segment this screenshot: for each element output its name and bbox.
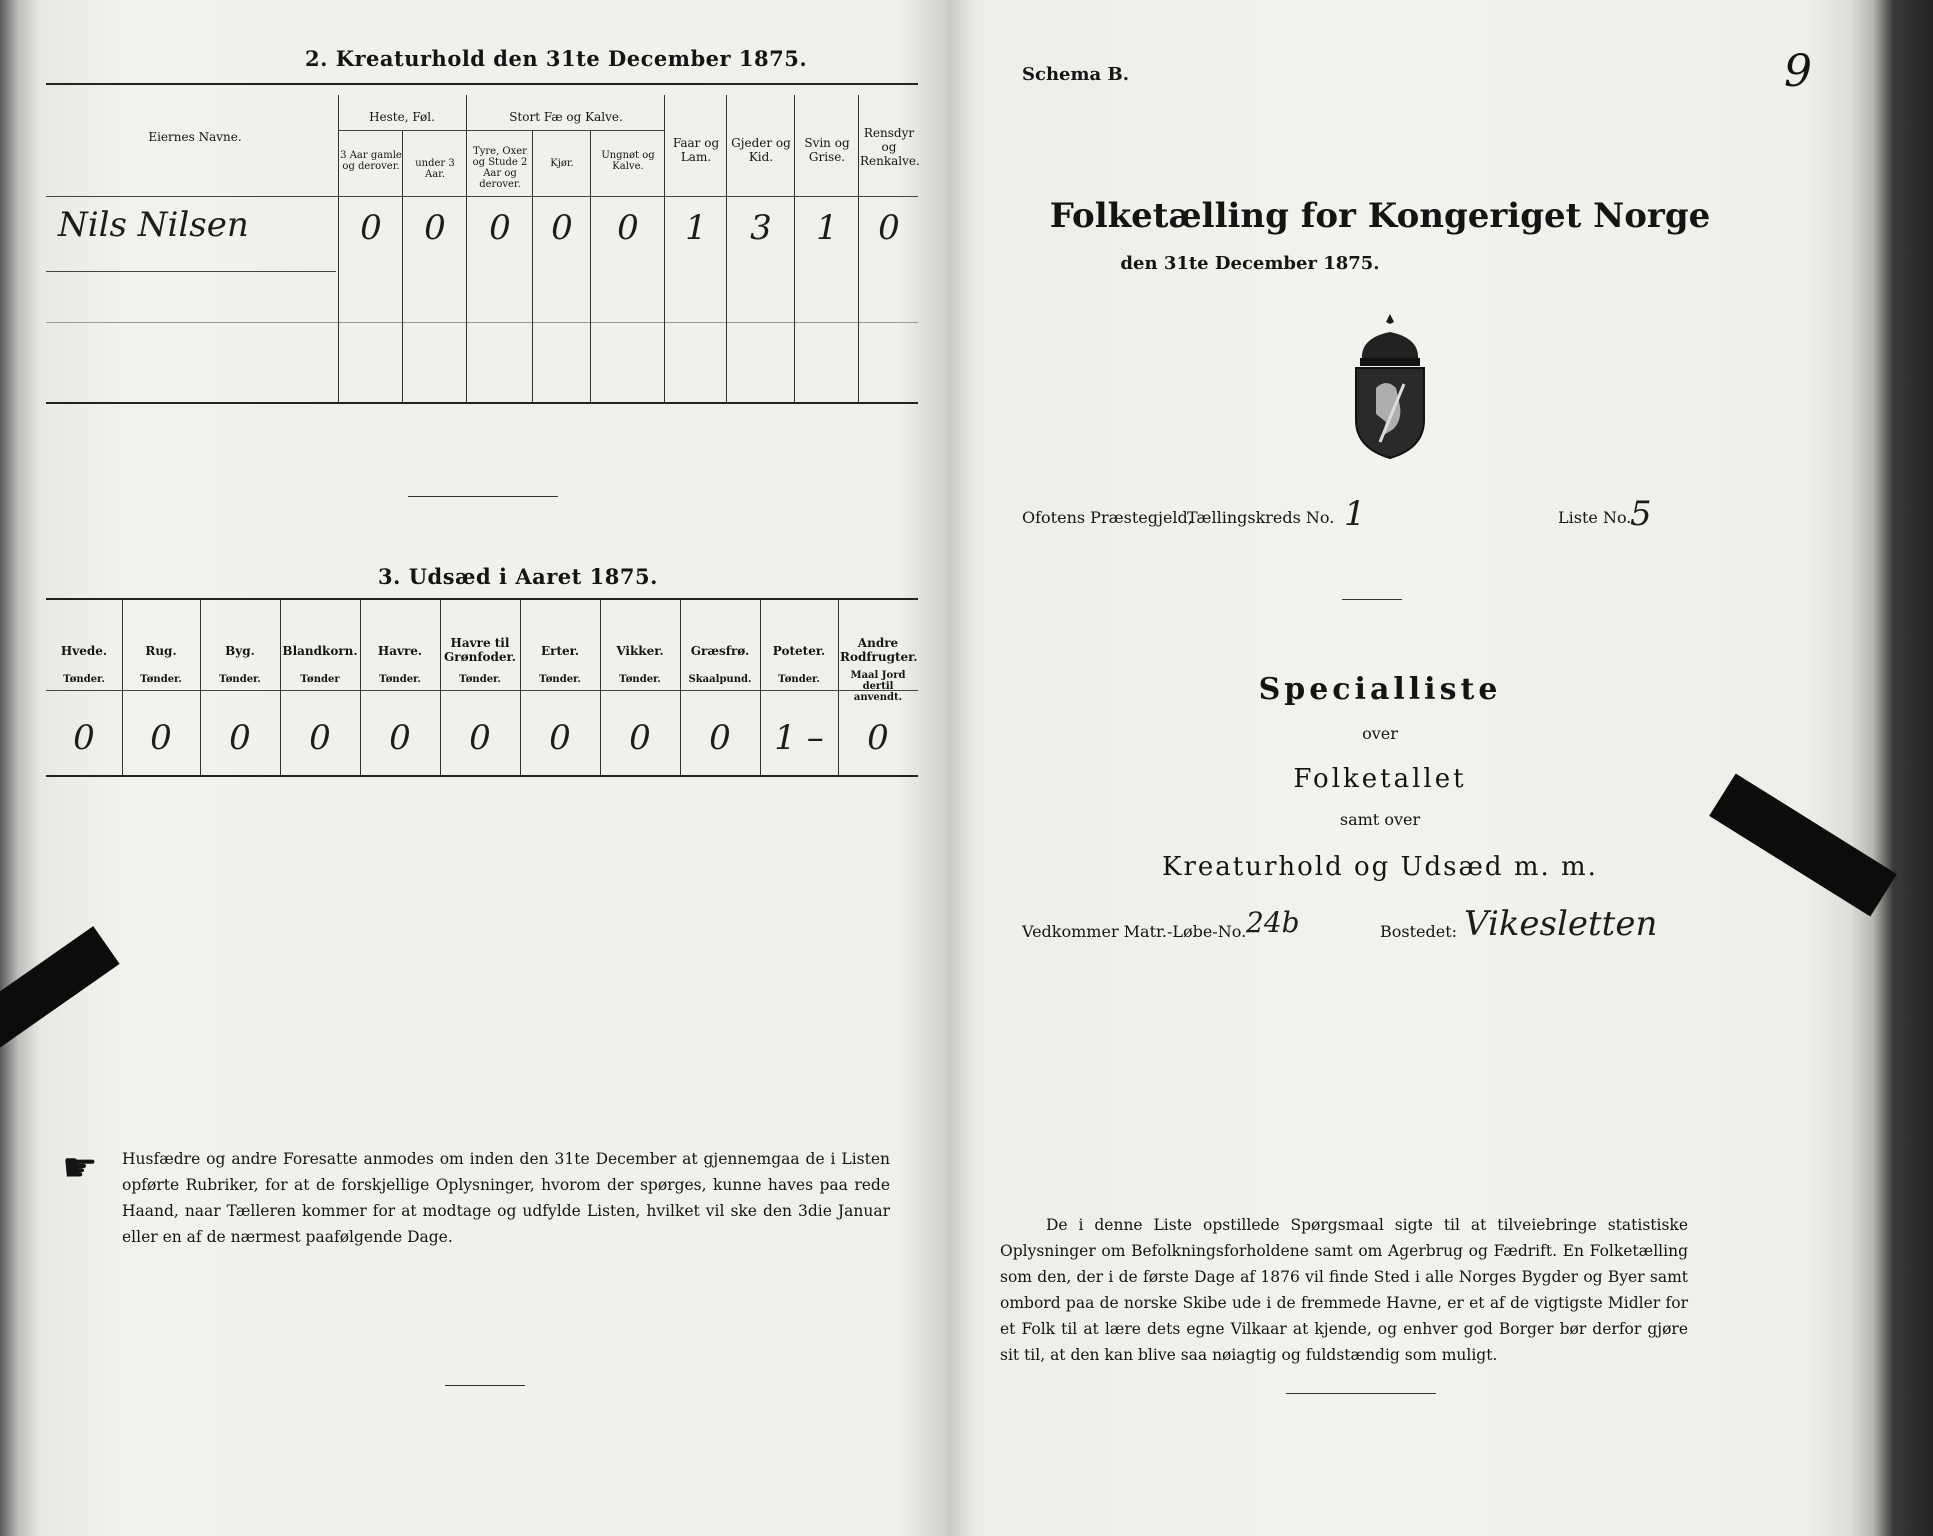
value-sheep: 1 <box>685 208 707 248</box>
value-cattle-bulls: 0 <box>489 208 511 248</box>
parish-label: Ofotens Præstegjeld, <box>1022 508 1193 527</box>
seed-col-unit: Tønder. <box>619 674 661 685</box>
section3-title: 3. Udsæd i Aaret 1875. <box>378 564 658 589</box>
header-cattle-bulls: Tyre, Oxer og Stude 2 Aar og derover. <box>472 146 528 190</box>
district-label: Tællingskreds No. <box>1187 508 1335 527</box>
list-label: Liste No. <box>1558 508 1632 527</box>
seed-value: 0 <box>73 718 95 758</box>
title-date: den 31te December 1875. <box>1120 253 1380 274</box>
seed-col-name: Poteter. <box>772 644 826 658</box>
kreaturhold-text: Kreaturhold og Udsæd m. m. <box>1162 852 1598 882</box>
folketallet-text: Folketallet <box>1293 764 1467 794</box>
header-goats: Gjeder og Kid. <box>731 136 791 164</box>
header-horses: Heste, Føl. <box>369 110 435 124</box>
seed-col-unit: Tønder. <box>63 674 105 685</box>
value-goats: 3 <box>750 208 772 248</box>
matr-value: 24b <box>1246 906 1300 939</box>
seed-col-unit: Tønder. <box>459 674 501 685</box>
book-edge <box>1853 0 1933 1536</box>
header-owner: Eiernes Navne. <box>148 130 242 144</box>
table2-bottom-rule <box>46 402 918 404</box>
district-value: 1 <box>1344 494 1366 534</box>
seed-col-name: Erter. <box>540 644 580 658</box>
header-horses-over3: 3 Aar gamle og derover. <box>340 150 402 172</box>
seed-value: 0 <box>229 718 251 758</box>
seed-value: 0 <box>309 718 331 758</box>
bosted-label: Bostedet: <box>1380 922 1458 941</box>
seed-col-unit: Skaalpund. <box>688 674 752 685</box>
value-cattle-cows: 0 <box>551 208 573 248</box>
coat-of-arms-icon <box>1340 310 1440 460</box>
header-horses-under3: under 3 Aar. <box>415 158 455 180</box>
pointing-hand-icon: ☛ <box>62 1145 98 1191</box>
header-cattle-young: Ungnøt og Kalve. <box>601 150 655 172</box>
seed-value: 0 <box>629 718 651 758</box>
special-heading: Specialliste <box>1258 672 1502 707</box>
seed-col-name: Vikker. <box>616 644 664 658</box>
schema-label: Schema B. <box>1022 64 1129 85</box>
seed-col-name: Hvede. <box>60 644 108 658</box>
seed-value: 0 <box>867 718 889 758</box>
seed-col-name: Havre til Grønfoder. <box>444 636 516 664</box>
section2-title: 2. Kreaturhold den 31te December 1875. <box>305 46 808 71</box>
seed-col-unit: Tønder. <box>219 674 261 685</box>
value-horses-under3: 0 <box>424 208 446 248</box>
seed-value: 0 <box>709 718 731 758</box>
value-reindeer: 0 <box>878 208 900 248</box>
table2-header-rule <box>46 196 918 197</box>
seed-col-name: Havre. <box>377 644 423 658</box>
page-number: 9 <box>1784 46 1812 97</box>
header-sheep: Faar og Lam. <box>672 136 720 164</box>
seed-col-unit: Tønder. <box>140 674 182 685</box>
table2-top-rule <box>46 83 918 85</box>
main-title: Folketælling for Kongeriget Norge <box>1049 196 1711 236</box>
notice-text: Husfædre og andre Foresatte anmodes om inden den 31te December at gjennemgaa de i Listen opførte Rubriker, for at de forskjellige Oplysninger, hvorom der spørges, kunne haves paa rede Haand, naar Tælleren kommer for at modtage og udfylde Listen, hvilket vil ske den 3die Januar eller en af de nærmest paafølgende Dage. <box>122 1150 890 1246</box>
value-cattle-young: 0 <box>617 208 639 248</box>
seed-value: 0 <box>389 718 411 758</box>
list-value: 5 <box>1630 494 1652 534</box>
seed-value: 0 <box>549 718 571 758</box>
value-horses-over3: 0 <box>360 208 382 248</box>
seed-value: 0 <box>469 718 491 758</box>
over-text: over <box>1362 724 1398 743</box>
value-pigs: 1 <box>816 208 838 248</box>
header-reindeer: Rensdyr og Renkalve. <box>860 126 920 168</box>
seed-col-unit: Tønder. <box>778 674 820 685</box>
seed-col-unit: Maal Jord dertil anvendt. <box>850 670 906 703</box>
matr-label: Vedkommer Matr.-Løbe-No. <box>1022 922 1247 941</box>
samt-over-text: samt over <box>1339 810 1421 829</box>
seed-col-unit: Tønder. <box>539 674 581 685</box>
header-pigs: Svin og Grise. <box>804 136 850 164</box>
bosted-value: Vikesletten <box>1464 904 1658 944</box>
seed-col-name: Byg. <box>225 644 255 658</box>
seed-col-name: Blandkorn. <box>282 644 358 658</box>
seed-col-name: Andre Rodfrugter. <box>840 636 918 664</box>
header-cattle-cows: Kjør. <box>550 158 574 169</box>
seed-col-unit: Tønder <box>300 674 340 685</box>
seed-col-unit: Tønder. <box>379 674 421 685</box>
owner-name: Nils Nilsen <box>58 205 249 245</box>
seed-value: 0 <box>150 718 172 758</box>
seed-value: 1 – <box>774 718 824 758</box>
seed-col-name: Græsfrø. <box>690 644 750 658</box>
header-cattle: Stort Fæ og Kalve. <box>509 110 623 124</box>
seed-col-name: Rug. <box>145 644 177 658</box>
footer-text: De i denne Liste opstillede Spørgsmaal sigte til at tilveiebringe statistiske Oplysninger om Befolkningsforholdene samt om Agerbrug og Fædrift. En Folketælling som den, der i de første Dage af 1876 vil finde Sted i alle Norges Bygder og Byer samt ombord paa de norske Skibe ude i de fremmede Havne, er et af de vigtigste Midler for et Folk til at lære dets egne Vilkaar at kjende, og enhver god Borger bør derfor gjøre sit til, at den kan blive saa nøiagtig og fuldstændig som muligt. <box>1000 1216 1688 1364</box>
separator-dash <box>408 496 558 497</box>
